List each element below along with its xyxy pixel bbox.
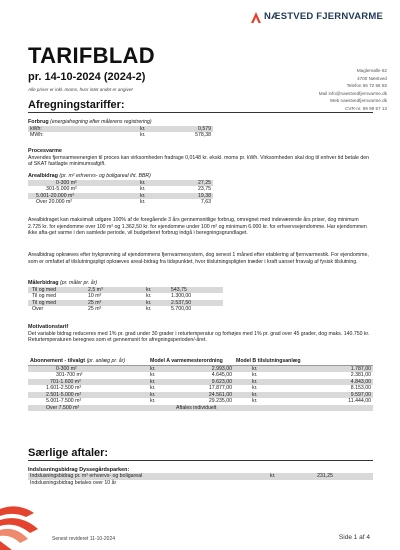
- cell-value: 5.700,00: [171, 306, 192, 312]
- abonnement-block: [28, 358, 373, 411]
- cell-currency: kr.: [146, 306, 152, 312]
- forbrug-table: [28, 126, 213, 139]
- arealbidrag-paragraph-2: Arealbidrag opkræves efter trykprøvning af ejendommens fjernvarmesystem, dog senest 1 måned efter etablering af fjernvarmestik. For ejendomme, som er omfattet af tilslutningspligt opkræves areal-bidrag fra tidspunktet, hvor tilslutningspligten træder i kraft uanset frravalg af fysisk tilslutning.: [28, 252, 369, 265]
- abonnement-note: (pr. anlæg pr. år): [86, 358, 126, 364]
- procesvarme-block: [28, 148, 373, 170]
- cell-value: 17.877,00: [208, 385, 232, 391]
- cell-currency: kr.: [150, 385, 156, 391]
- cell-value: 231,25: [317, 473, 333, 479]
- cell-value: 0,579: [198, 125, 211, 132]
- forbrug-title: Forbrug: [28, 119, 49, 125]
- contact-line: Telefon 55 72 56 65: [346, 83, 387, 89]
- cell-value: 543,75: [171, 286, 187, 293]
- arealbidrag-note: (pr. m² erhvervs- og boligareal iht. BBR): [59, 173, 151, 179]
- corner-flame-graphic: [0, 503, 44, 550]
- footer-revised: Senest revideret 11-10-2024: [52, 536, 116, 542]
- cell-value: 2.993,00: [211, 365, 232, 372]
- cell-range: Over 7.500 m²: [46, 404, 80, 411]
- arealbidrag-title: Arealbidrag: [28, 173, 58, 179]
- contact-line: CVR-nr. 69 99 57 13: [345, 105, 387, 111]
- cell-value: 9.623,00: [211, 378, 232, 385]
- cell-value: 19,38: [198, 192, 211, 199]
- cell-range: 0-300 m²: [56, 365, 77, 372]
- abonnement-table: [28, 358, 373, 411]
- table-row: [28, 365, 373, 372]
- section-heading-afregning: Afregningstariffer:: [28, 99, 373, 113]
- motivation-text: Det variable bidrag reduceres med 1% pr. grad under 30 grader i returtemperatur og forhøjes med 1% pr. grad over 45 grader, dog maks. 140.750 kr. Returtemperaturen beregnes som et gennemsnit for afregningsperioden/-året.: [28, 330, 370, 343]
- procesvarme-title: Procesvarme: [28, 148, 62, 154]
- abonnement-title: Abonnement - tilvalgt: [30, 358, 86, 364]
- cell-currency: kr.: [140, 186, 146, 192]
- cell-currency: kr.: [252, 385, 258, 391]
- cell-label: Indslusningsbidrag betales over 10 år: [30, 479, 117, 486]
- saerlige-block: [28, 467, 373, 486]
- motivation-title: Motivationstarif: [28, 324, 69, 330]
- saerlige-title: Indslusningsbidrag Dyssegårdsparken:: [28, 467, 130, 473]
- cell-range: 301-700 m²: [56, 372, 83, 378]
- cell-currency: kr.: [252, 365, 258, 372]
- cell-currency: kr.: [146, 293, 152, 299]
- cell-value: 29.235,00: [208, 398, 232, 404]
- cell-currency: kr.: [252, 398, 258, 404]
- cell-size: 25 m³: [88, 299, 102, 306]
- maalerbidrag-table: [28, 287, 223, 313]
- cell-range: 701-1.600 m²: [50, 378, 81, 385]
- motivation-block: [28, 324, 373, 346]
- arealbidrag-block: [28, 173, 213, 206]
- table-row: [28, 480, 373, 487]
- cell-value: 2.381,00: [350, 372, 371, 378]
- cell-currency: [268, 480, 308, 487]
- cell-currency: kr.: [140, 132, 146, 138]
- cell-range: 5.001-20.000 m²: [36, 192, 75, 199]
- forbrug-note: (energiafregning efter målerens registrering): [50, 119, 152, 125]
- cell-currency: kr.: [150, 365, 156, 372]
- table-row: [28, 132, 213, 139]
- cell-value: [308, 480, 373, 487]
- arealbidrag-table: [28, 180, 213, 206]
- contact-line: Mail info@naestvedfjernvarme.dk: [318, 90, 387, 96]
- cell-range: 2.501-5.000 m²: [46, 391, 82, 398]
- contact-line: Maglemølle 62: [356, 68, 387, 73]
- contact-line: Web naestvedfjernvarme.dk: [329, 98, 387, 104]
- maalerbidrag-note: (pr. måler pr. år): [60, 280, 98, 286]
- footer-page-number: Side 1 af 4: [338, 534, 370, 541]
- cell-value: 2.537,50: [171, 299, 192, 306]
- cell-currency: kr.: [146, 299, 152, 306]
- cell-value: 7,63: [200, 199, 211, 205]
- cell-value: 24.561,00: [208, 391, 232, 398]
- maalerbidrag-title: Målerbidrag: [28, 280, 59, 286]
- cell-currency: kr.: [252, 391, 258, 398]
- cell-value: 1.300,00: [171, 293, 192, 299]
- cell-unit: MWh:: [30, 132, 44, 138]
- table-header-row: [28, 358, 373, 365]
- cell-value: 1.787,00: [350, 365, 371, 372]
- brand-logo: [250, 11, 395, 25]
- cell-currency: kr.: [140, 125, 146, 132]
- table-row: [28, 199, 213, 206]
- cell-value: 4.645,00: [211, 372, 232, 378]
- cell-value: 578,38: [195, 132, 211, 138]
- cell-currency: kr.: [252, 378, 258, 385]
- cell-label: Til og med: [32, 286, 57, 293]
- cell-value: 27,25: [198, 179, 211, 186]
- page-title: TARIFBLAD: [28, 43, 155, 68]
- cell-unit: kWh:: [30, 125, 42, 132]
- cell-range: Over 20.000 m²: [36, 199, 73, 205]
- cell-label: Til og med: [32, 293, 57, 299]
- cell-currency: kr.: [150, 391, 156, 398]
- cell-value: 8.153,00: [350, 385, 371, 391]
- contact-line: 4700 Næstved: [357, 75, 387, 81]
- section-heading-saerlige: Særlige aftaler:: [28, 447, 373, 461]
- cell-currency: kr.: [150, 378, 156, 385]
- cell-currency: kr.: [146, 286, 152, 293]
- col-header-model-b: Model B tilslutningsanlæg: [234, 358, 373, 365]
- col-header-model-a: Model A varmemesterordning: [148, 358, 234, 365]
- cell-currency: kr.: [252, 372, 258, 378]
- cell-value: 9.597,00: [350, 391, 371, 398]
- arealbidrag-paragraph-1: Arealbidraget kan maksimalt udgøre 100% af de foregående 3 års gennemsnitlige forbrug, omregnet med indeværende års priser, dog minimum 2.725 kr. for ejendomme over 100 m² og 1.362,50 kr. for ejendomme under 100 m² og minimum 6.000 kr. for erhvervsejendomme. Har ejendommen ikke afta-get varme i den samlede periode, vil budgetteret forbrug indgå i beregningsgrundlaget.: [28, 217, 367, 236]
- cell-range: 1.601-2.500 m²: [46, 385, 82, 391]
- cell-range: 5.001-7.500 m²: [46, 398, 82, 404]
- cell-range: 0-300 m²: [56, 179, 77, 186]
- cell-currency: kr.: [140, 192, 146, 199]
- flame-logo-icon: [250, 11, 262, 24]
- page-subtitle: pr. 14-10-2024 (2024-2): [28, 71, 146, 83]
- cell-individual: Aftales individuelt: [176, 404, 217, 411]
- cell-value: 23,75: [198, 186, 211, 192]
- cell-value: 11.444,00: [348, 398, 371, 404]
- table-row: [28, 306, 223, 313]
- cell-size: 25 m³: [88, 306, 102, 312]
- arealbidrag-text: [28, 217, 373, 239]
- brand-name: NÆSTVED FJERNVARME: [264, 11, 384, 22]
- cell-size: 10 m³: [88, 293, 102, 299]
- cell-currency: kr.: [140, 179, 146, 186]
- cell-label: Til og med: [32, 299, 57, 306]
- cell-currency: kr.: [270, 473, 276, 479]
- saerlige-table: [28, 473, 373, 486]
- cell-size: 2,5 m³: [88, 286, 103, 293]
- arealbidrag-text-2: [28, 252, 373, 267]
- cell-value: 4.843,00: [350, 378, 371, 385]
- cell-range: 301-5.000 m²: [46, 186, 77, 192]
- cell-currency: kr.: [150, 398, 156, 404]
- cell-currency: kr.: [140, 199, 146, 205]
- forbrug-block: [28, 119, 213, 139]
- cell-label: Indslusningsbidrag pr. m² erhvervs- og boligareal: [30, 473, 143, 479]
- table-row: [28, 405, 373, 412]
- cell-label: Over: [32, 306, 44, 312]
- cell-currency: kr.: [150, 372, 156, 378]
- vat-note: Alle priser er inkl. moms, hvor intet andet er angivet: [28, 87, 133, 92]
- procesvarme-text: Anvendes fjernvarmeenergien til proces kan virksomheden fradrage 0,0148 kr. ekskl. moms pr. kWh. Virksomheden skal dog til enhver tid betale den af SKAT fastlagte minimumsafgift.: [28, 154, 370, 167]
- maalerbidrag-block: [28, 280, 223, 313]
